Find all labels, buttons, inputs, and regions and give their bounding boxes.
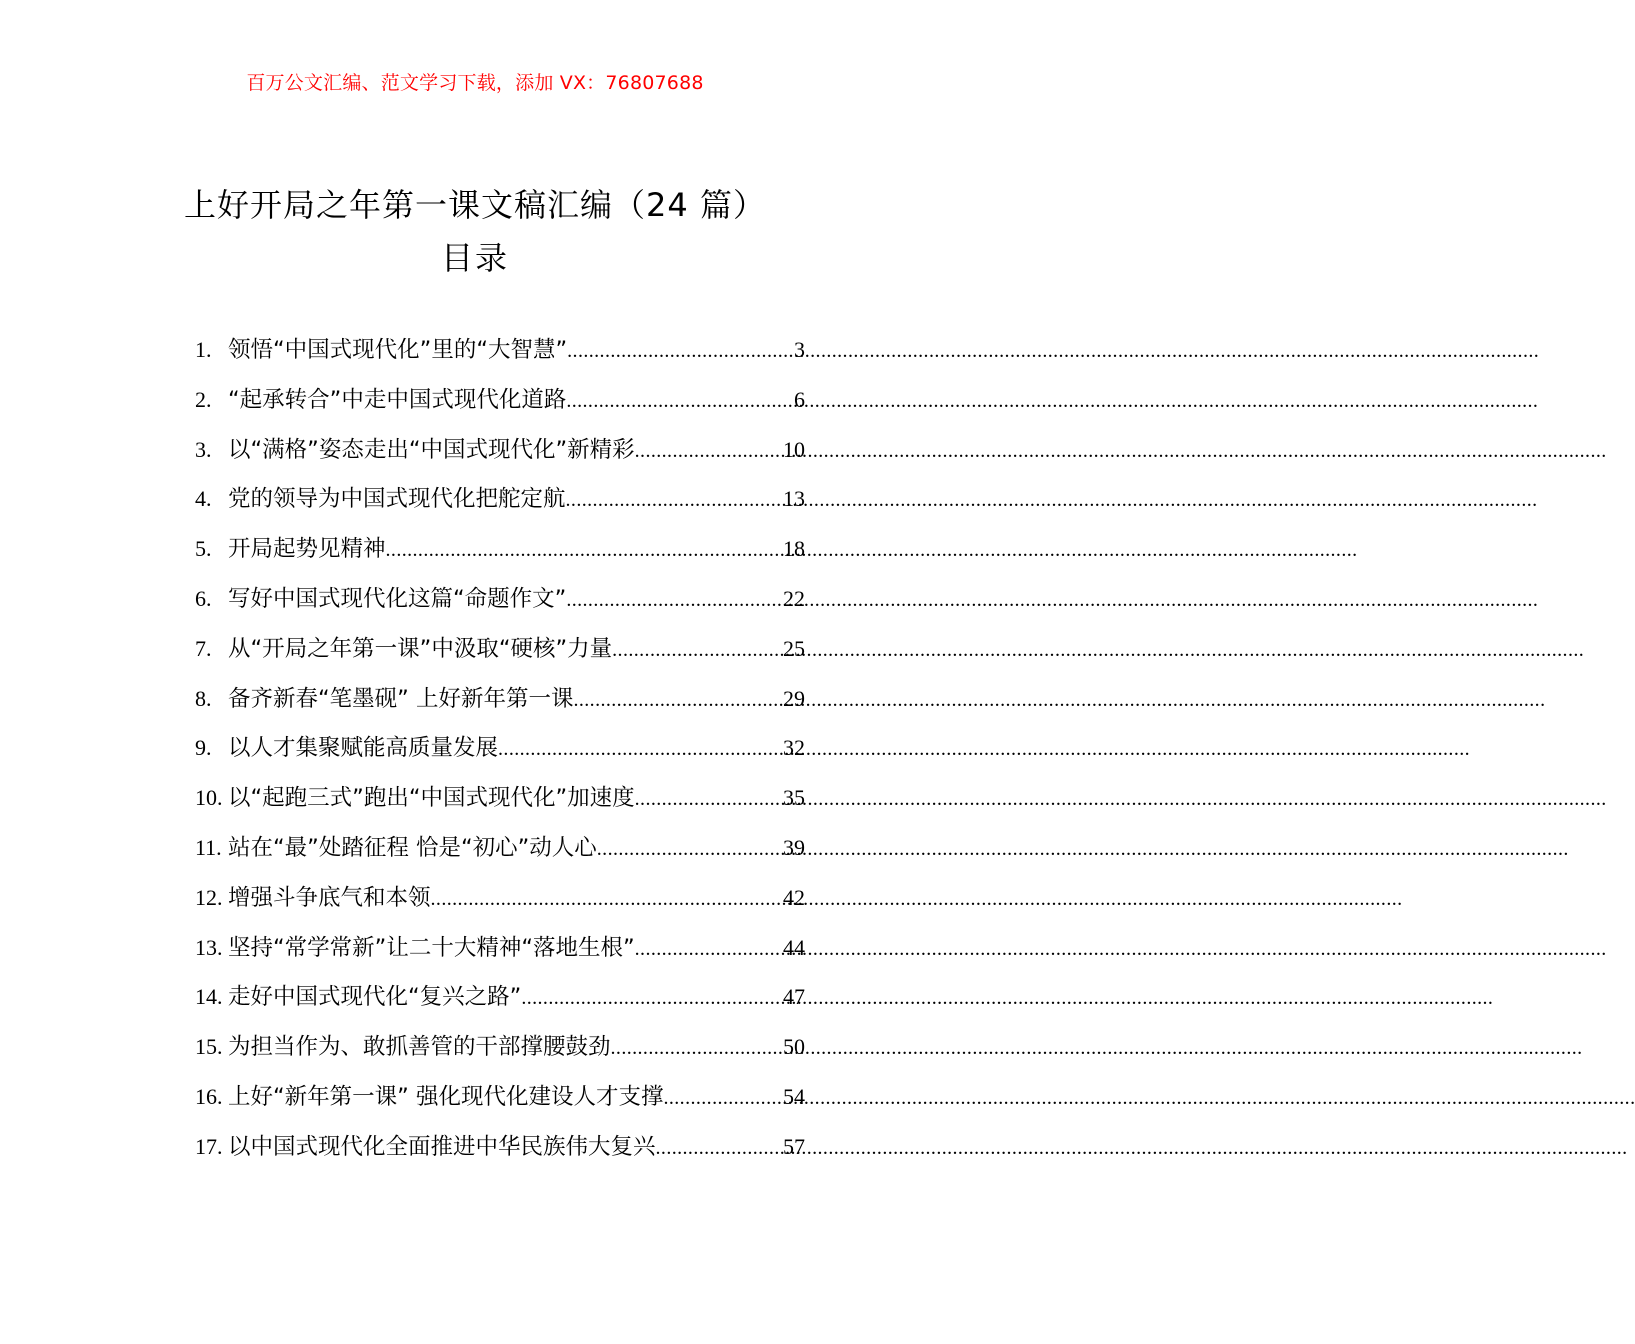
toc-entry-title: 坚持“常学常新”让二十大精神“落地生根”	[228, 934, 635, 961]
toc-entry-page: 42	[783, 884, 805, 910]
toc-entry-number: 14.	[195, 984, 223, 1010]
toc-heading: 目录	[440, 239, 509, 277]
toc-entry-title: 党的领导为中国式现代化把舵定航	[228, 486, 566, 513]
toc-entry-number: 10.	[195, 785, 223, 811]
toc-entry-title: 增强斗争底气和本领	[228, 884, 431, 911]
toc-entry	[195, 1029, 805, 1079]
toc-entry-number: 5.	[195, 536, 212, 562]
toc-dot-leader	[567, 340, 794, 363]
toc-entry	[195, 332, 805, 382]
toc-entry-page: 50	[783, 1034, 805, 1060]
toc-entry	[195, 830, 805, 880]
toc-dot-leader	[611, 1037, 783, 1060]
toc-entry-number: 4.	[195, 486, 212, 512]
table-of-contents	[195, 332, 805, 1179]
toc-entry-title: 以人才集聚赋能高质量发展	[228, 735, 499, 762]
toc-dot-leader	[386, 539, 783, 562]
toc-dot-leader	[635, 788, 783, 811]
toc-dot-leader	[498, 738, 783, 761]
toc-entry-page: 44	[783, 934, 805, 960]
toc-dot-leader	[566, 589, 783, 612]
toc-entry-title: 写好中国式现代化这篇“命题作文”	[228, 585, 567, 612]
toc-entry	[195, 382, 805, 432]
toc-entry-page: 47	[783, 984, 805, 1010]
toc-dot-leader	[431, 888, 783, 911]
toc-entry-number: 17.	[195, 1133, 223, 1159]
toc-entry	[195, 481, 805, 531]
document-title: 上好开局之年第一课文稿汇编（24 篇）	[184, 186, 766, 224]
toc-entry-page: 18	[783, 536, 805, 562]
toc-dot-leader	[566, 489, 783, 512]
toc-dot-leader	[663, 1087, 783, 1110]
toc-entry	[195, 581, 805, 631]
toc-entry-title: 走好中国式现代化“复兴之路”	[228, 984, 522, 1011]
toc-entry-title: 以“起跑三式”跑出“中国式现代化”加速度	[228, 785, 635, 812]
toc-entry	[195, 531, 805, 581]
toc-entry-number: 15.	[195, 1034, 223, 1060]
toc-entry	[195, 1129, 805, 1179]
toc-entry-number: 12.	[195, 884, 223, 910]
toc-entry-number: 11.	[195, 834, 222, 860]
toc-entry-number: 8.	[195, 685, 212, 711]
toc-entry-page: 13	[783, 486, 805, 512]
toc-entry	[195, 1079, 805, 1129]
toc-entry-number: 16.	[195, 1083, 223, 1109]
toc-entry-title: 备齐新春“笔墨砚” 上好新年第一课	[228, 685, 574, 712]
toc-entry-page: 29	[783, 685, 805, 711]
toc-entry	[195, 631, 805, 681]
toc-entry-page: 10	[783, 436, 805, 462]
toc-entry-number: 6.	[195, 585, 212, 611]
toc-entry-title: 以“满格”姿态走出“中国式现代化”新精彩	[228, 436, 635, 463]
toc-entry-title: 为担当作为、敢抓善管的干部撑腰鼓劲	[228, 1034, 611, 1061]
toc-entry-page: 57	[783, 1133, 805, 1159]
toc-entry-page: 22	[783, 585, 805, 611]
toc-entry	[195, 979, 805, 1029]
toc-entry-title: 以中国式现代化全面推进中华民族伟大复兴	[228, 1133, 656, 1160]
toc-dot-leader	[566, 390, 794, 413]
toc-entry-number: 1.	[195, 337, 212, 362]
toc-entry-page: 32	[783, 735, 805, 761]
toc-entry	[195, 880, 805, 930]
toc-entry-title: 开局起势见精神	[228, 536, 386, 563]
toc-entry-number: 13.	[195, 934, 223, 960]
toc-entry-number: 9.	[195, 735, 212, 761]
toc-entry	[195, 681, 805, 731]
toc-dot-leader	[656, 1137, 783, 1160]
toc-dot-leader	[521, 987, 783, 1010]
toc-entry-number: 2.	[195, 386, 212, 412]
toc-entry-page: 3	[794, 337, 805, 362]
toc-entry-page: 35	[783, 785, 805, 811]
header-note: 百万公文汇编、范文学习下载，添加 VX：76807688	[246, 72, 704, 94]
toc-entry	[195, 780, 805, 830]
toc-entry-number: 3.	[195, 436, 212, 462]
toc-entry-title: 领悟“中国式现代化”里的“大智慧”	[228, 337, 568, 363]
toc-entry-title: “起承转合”中走中国式现代化道路	[228, 386, 567, 413]
toc-entry-page: 25	[783, 635, 805, 661]
toc-entry	[195, 730, 805, 780]
toc-dot-leader	[573, 689, 783, 712]
toc-dot-leader	[612, 639, 783, 662]
toc-dot-leader	[635, 938, 783, 961]
toc-entry-title: 站在“最”处踏征程 恰是“初心”动人心	[228, 834, 597, 861]
toc-entry-title: 上好“新年第一课” 强化现代化建设人才支撑	[228, 1083, 664, 1110]
toc-dot-leader	[635, 440, 783, 463]
toc-entry-number: 7.	[195, 635, 212, 661]
toc-entry-page: 54	[783, 1083, 805, 1109]
toc-entry	[195, 432, 805, 482]
toc-entry-page: 39	[783, 834, 805, 860]
toc-entry-page: 6	[794, 386, 805, 412]
toc-entry	[195, 930, 805, 980]
toc-dot-leader	[597, 838, 783, 861]
toc-entry-title: 从“开局之年第一课”中汲取“硬核”力量	[228, 635, 613, 662]
